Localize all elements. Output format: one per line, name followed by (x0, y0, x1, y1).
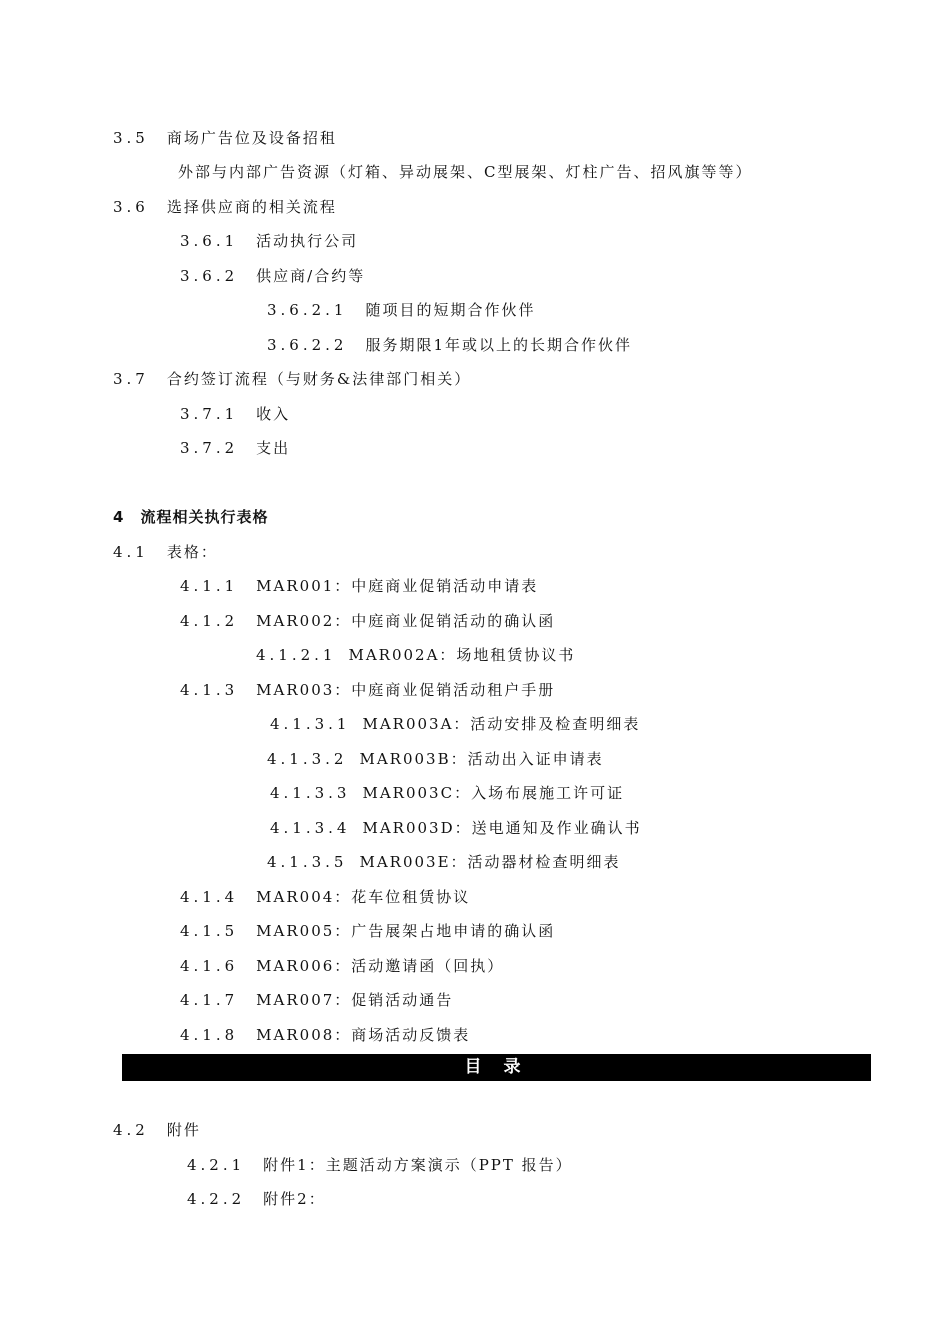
item-text: 随项目的短期合作伙伴 (365, 301, 536, 319)
item-text: 流程相关执行表格 (140, 508, 269, 526)
heading-4-1-3 (180, 680, 555, 700)
heading-4-1-3-3 (270, 783, 624, 803)
item-number: 4.1.3.4 (270, 819, 351, 837)
item-number: 3.6 (113, 198, 149, 216)
item-number: 4.1 (113, 543, 149, 561)
heading-3-6-1 (180, 231, 358, 251)
item-number: 4.1.3.5 (267, 853, 348, 871)
heading-4-2 (113, 1120, 201, 1140)
heading-4-2-2 (187, 1189, 326, 1209)
item-number: 4.1.3.3 (270, 784, 351, 802)
heading-4-1 (113, 542, 218, 562)
item-number: 3.6.2 (180, 267, 239, 285)
item-number: 3.6.2.2 (267, 336, 348, 354)
item-number: 3.6.2.1 (267, 301, 348, 319)
heading-3-7-1 (180, 404, 290, 424)
heading-4-1-6 (180, 956, 504, 976)
item-text: 附件 (166, 1121, 201, 1139)
item-number: 4.1.7 (180, 991, 239, 1009)
item-number: 4.1.5 (180, 922, 239, 940)
item-number: 4.1.3.1 (270, 715, 351, 733)
heading-4-2-1 (187, 1155, 573, 1175)
item-text: MAR003C：入场布展施工许可证 (362, 784, 625, 802)
heading-4-1-4 (180, 887, 470, 907)
item-text: MAR003D：送电通知及作业确认书 (362, 819, 642, 837)
heading-4-1-3-1 (270, 714, 640, 734)
item-number: 3.7.1 (180, 405, 239, 423)
item-text: MAR003B：活动出入证申请表 (359, 750, 604, 768)
item-number: 4.1.8 (180, 1026, 239, 1044)
heading-4-1-7 (180, 990, 453, 1010)
heading-3-6-2-1 (267, 300, 536, 320)
item-text: MAR003A：活动安排及检查明细表 (362, 715, 641, 733)
item-number: 4.1.3 (180, 681, 239, 699)
item-text: 供应商/合约等 (256, 267, 366, 285)
heading-4-1-5 (180, 921, 555, 941)
item-text: 商场广告位及设备招租 (166, 129, 337, 147)
item-number: 4.1.2.1 (256, 646, 337, 664)
heading-3-7 (113, 369, 471, 389)
heading-4-1-2-1 (256, 645, 575, 665)
item-text: 选择供应商的相关流程 (166, 198, 337, 216)
item-text: MAR002：中庭商业促销活动的确认函 (256, 612, 556, 630)
heading-3-5-description: 外部与内部广告资源（灯箱、异动展架、C型展架、灯柱广告、招风旗等等） (178, 163, 753, 181)
item-number: 4.2.2 (187, 1190, 246, 1208)
item-number: 4 (113, 508, 125, 526)
item-text: 表格： (166, 543, 218, 561)
heading-3-6-2-2 (267, 335, 632, 355)
item-text: MAR006：活动邀请函（回执） (256, 957, 505, 975)
item-number: 4.1.4 (180, 888, 239, 906)
heading-4-1-1 (180, 576, 538, 596)
item-number: 3.7.2 (180, 439, 239, 457)
item-text: MAR001：中庭商业促销活动申请表 (256, 577, 539, 595)
heading-3-7-2 (180, 438, 290, 458)
item-text: 服务期限1年或以上的长期合作伙伴 (365, 336, 633, 354)
heading-4-1-3-2 (267, 749, 604, 769)
item-text: 活动执行公司 (256, 232, 359, 250)
item-number: 4.1.1 (180, 577, 239, 595)
item-text: MAR003E：活动器材检查明细表 (359, 853, 621, 871)
item-text: MAR008：商场活动反馈表 (256, 1026, 471, 1044)
item-number: 3.5 (113, 129, 149, 147)
heading-3-6-2 (180, 266, 365, 286)
item-number: 4.1.2 (180, 612, 239, 630)
heading-4 (113, 507, 268, 527)
item-number: 4.2 (113, 1121, 149, 1139)
item-text: MAR005：广告展架占地申请的确认函 (256, 922, 556, 940)
item-text: 收入 (256, 405, 291, 423)
item-text: MAR004：花车位租赁协议 (256, 888, 471, 906)
item-text: 合约签订流程（与财务&法律部门相关） (166, 370, 472, 388)
item-text: MAR002A：场地租赁协议书 (348, 646, 576, 664)
item-text: 附件2： (263, 1190, 326, 1208)
toc-bar: 目 录 (122, 1054, 871, 1081)
heading-4-1-8 (180, 1025, 470, 1045)
heading-4-1-2 (180, 611, 555, 631)
item-number: 4.1.6 (180, 957, 239, 975)
item-text: MAR003：中庭商业促销活动租户手册 (256, 681, 556, 699)
heading-3-5 (113, 128, 337, 148)
item-number: 3.6.1 (180, 232, 239, 250)
item-text: 支出 (256, 439, 291, 457)
heading-4-1-3-5 (267, 852, 621, 872)
item-number: 3.7 (113, 370, 149, 388)
item-number: 4.1.3.2 (267, 750, 348, 768)
item-text: 附件1：主题活动方案演示（PPT 报告） (263, 1156, 573, 1174)
heading-3-6 (113, 197, 337, 217)
heading-4-1-3-4 (270, 818, 642, 838)
item-number: 4.2.1 (187, 1156, 246, 1174)
item-text: MAR007：促销活动通告 (256, 991, 454, 1009)
